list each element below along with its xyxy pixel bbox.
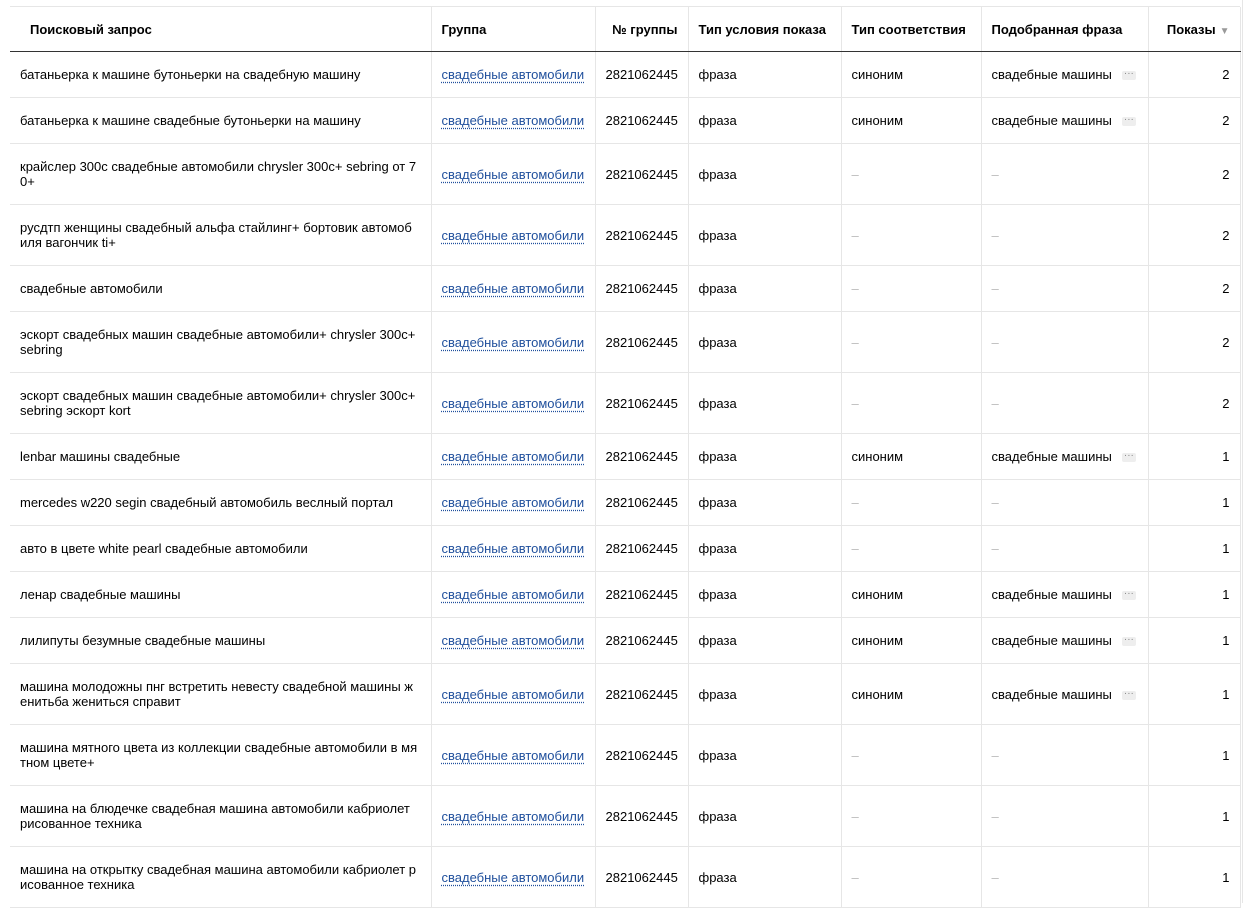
column-header-impressions-label: Показы [1166,21,1216,37]
group-number-text: 2821062445 [605,587,678,602]
cell-query [10,786,431,847]
group-link[interactable]: свадебные автомобили [441,633,585,648]
match-type-text: – [851,334,859,350]
condition-type-text: фраза [698,334,737,350]
table-row [10,373,1240,434]
cell-group [431,373,595,434]
group-link[interactable]: свадебные автомобили [441,449,585,464]
cell-match-type [841,52,981,98]
cell-condition-type [688,98,841,144]
cell-query [10,144,431,205]
cell-matched-phrase [981,52,1148,98]
matched-phrase-text: свадебные машины [991,113,1112,128]
matched-phrase-text: свадебные машины [991,449,1112,464]
group-number-text: 2821062445 [605,808,678,824]
cell-impressions [1148,664,1240,725]
cell-group-number [595,664,688,725]
sort-down-icon[interactable]: ▼ [1219,25,1230,37]
cell-matched-phrase [981,786,1148,847]
table-body [10,52,1240,908]
group-link[interactable]: свадебные автомобили [441,587,585,602]
table-row [10,98,1240,144]
match-type-text: – [851,747,859,763]
ellipsis-icon[interactable]: ··· [1123,588,1134,600]
group-number-text: 2821062445 [605,541,678,556]
cell-group [431,266,595,312]
cell-matched-phrase [981,266,1148,312]
column-header-group-label: Группа [441,21,487,37]
group-link[interactable]: свадебные автомобили [441,541,585,556]
cell-matched-phrase [981,98,1148,144]
query-text: машина на блюдечке свадебная машина автомобили кабриолет рисованное техника [20,801,410,831]
cell-condition-type [688,847,841,908]
impressions-value: 2 [1222,334,1230,350]
cell-group-number [595,434,688,480]
cell-match-type [841,312,981,373]
cell-matched-phrase [981,434,1148,480]
cell-condition-type [688,312,841,373]
match-type-text: – [851,166,859,182]
table-row [10,434,1240,480]
cell-condition-type [688,526,841,572]
impressions-value: 2 [1222,395,1230,411]
cell-group-number [595,786,688,847]
group-link[interactable]: свадебные автомобили [441,869,585,885]
match-type-text: синоним [851,686,904,702]
cell-query [10,480,431,526]
cell-group [431,98,595,144]
condition-type-text: фраза [698,747,737,763]
impressions-value: 1 [1222,686,1230,702]
condition-type-text: фраза [698,395,737,411]
ellipsis-icon[interactable]: ··· [1123,687,1134,699]
query-text: машина молодожны пнг встретить невесту свадебной машины женитьба жениться справит [20,679,413,709]
matched-phrase-text: свадебные машины [991,686,1112,702]
cell-impressions [1148,373,1240,434]
impressions-value: 1 [1222,449,1230,464]
group-number-text: 2821062445 [605,113,678,128]
cell-query [10,725,431,786]
table-row [10,725,1240,786]
cell-query [10,847,431,908]
matched-phrase-text: свадебные машины [991,67,1112,82]
query-text: крайслер 300с свадебные автомобили chrysler 300с+ sebring от 70+ [20,159,417,189]
table-row [10,266,1240,312]
condition-type-text: фраза [698,808,737,824]
query-text: эскорт свадебных машин свадебные автомобили+ chrysler 300c+ sebring [20,327,416,357]
match-type-text: синоним [851,633,904,648]
query-text: lenbar машины свадебные [20,449,181,464]
query-text: русдтп женщины свадебный альфа стайлинг+ бортовик автомобиля вагончик ti+ [20,220,412,250]
matched-phrase-text: – [991,334,999,350]
cell-match-type [841,373,981,434]
cell-group [431,480,595,526]
column-header-condition-type-label: Тип условия показа [698,21,826,37]
cell-group [431,725,595,786]
cell-match-type [841,786,981,847]
cell-group-number [595,480,688,526]
cell-match-type [841,266,981,312]
impressions-value: 1 [1222,869,1230,885]
column-header-matched-phrase[interactable] [981,7,1148,52]
cell-condition-type [688,434,841,480]
table-row [10,144,1240,205]
group-link[interactable]: свадебные автомобили [441,334,585,350]
condition-type-text: фраза [698,686,737,702]
group-link[interactable]: свадебные автомобили [441,227,585,243]
search-queries-table [10,7,1241,908]
cell-group-number [595,725,688,786]
impressions-value: 1 [1222,587,1230,602]
table-row [10,572,1240,618]
impressions-value: 2 [1222,227,1230,243]
condition-type-text: фраза [698,227,737,243]
cell-query [10,664,431,725]
condition-type-text: фраза [698,587,737,602]
cell-impressions [1148,572,1240,618]
group-number-text: 2821062445 [605,449,678,464]
column-header-match-type-label: Тип соответствия [851,21,966,37]
cell-condition-type [688,786,841,847]
table-row [10,664,1240,725]
ellipsis-icon[interactable]: ··· [1123,68,1134,80]
cell-match-type [841,144,981,205]
matched-phrase-text: – [991,227,999,243]
cell-group-number [595,526,688,572]
cell-query [10,52,431,98]
cell-group-number [595,98,688,144]
match-type-text: – [851,227,859,243]
condition-type-text: фраза [698,633,737,648]
cell-query [10,434,431,480]
impressions-value: 2 [1222,281,1230,296]
cell-matched-phrase [981,205,1148,266]
group-link[interactable]: свадебные автомобили [441,686,585,702]
query-text: свадебные автомобили [20,281,163,296]
cell-impressions [1148,205,1240,266]
match-type-text: – [851,281,859,296]
condition-type-text: фраза [698,449,737,464]
match-type-text: – [851,495,859,510]
cell-group-number [595,618,688,664]
query-text: лилипуты безумные свадебные машины [20,633,266,648]
cell-group [431,312,595,373]
matched-phrase-text: свадебные машины [991,587,1112,602]
cell-matched-phrase [981,526,1148,572]
cell-condition-type [688,618,841,664]
cell-group-number [595,312,688,373]
cell-matched-phrase [981,847,1148,908]
cell-group [431,786,595,847]
cell-matched-phrase [981,618,1148,664]
cell-match-type [841,725,981,786]
condition-type-text: фраза [698,495,737,510]
cell-group [431,144,595,205]
query-text: ленар свадебные машины [20,587,181,602]
group-link[interactable]: свадебные автомобили [441,281,585,296]
table-header-row [10,7,1240,52]
query-text: машина на открытку свадебная машина автомобили кабриолет рисованное техника [20,862,416,892]
group-number-text: 2821062445 [605,686,678,702]
group-number-text: 2821062445 [605,395,678,411]
group-number-text: 2821062445 [605,67,678,82]
cell-condition-type [688,205,841,266]
cell-impressions [1148,98,1240,144]
cell-matched-phrase [981,312,1148,373]
impressions-value: 1 [1222,541,1230,556]
group-number-text: 2821062445 [605,334,678,350]
cell-matched-phrase [981,480,1148,526]
match-type-text: – [851,808,859,824]
cell-group-number [595,205,688,266]
condition-type-text: фраза [698,869,737,885]
table-row [10,847,1240,908]
cell-impressions [1148,52,1240,98]
condition-type-text: фраза [698,541,737,556]
table-row [10,786,1240,847]
cell-condition-type [688,664,841,725]
match-type-text: синоним [851,113,904,128]
query-text: машина мятного цвета из коллекции свадебные автомобили в мятном цвете+ [20,740,418,770]
match-type-text: – [851,395,859,411]
impressions-value: 2 [1222,113,1230,128]
group-number-text: 2821062445 [605,747,678,763]
right-divider [1242,0,1243,903]
cell-group-number [595,52,688,98]
group-number-text: 2821062445 [605,869,678,885]
cell-group [431,572,595,618]
cell-group [431,52,595,98]
group-number-text: 2821062445 [605,633,678,648]
cell-group-number [595,572,688,618]
cell-impressions [1148,618,1240,664]
cell-impressions [1148,312,1240,373]
cell-condition-type [688,52,841,98]
cell-impressions [1148,266,1240,312]
column-header-query-label: Поисковый запрос [30,21,152,37]
matched-phrase-text: – [991,281,999,296]
column-header-group-number-label: № группы [612,21,678,37]
cell-condition-type [688,572,841,618]
impressions-value: 2 [1222,166,1230,182]
query-text: mercedes w220 segin свадебный автомобиль веслный портал [20,495,394,510]
column-header-matched-phrase-label: Подобранная фраза [991,21,1123,37]
query-text: авто в цвете white pearl свадебные автомобили [20,541,308,556]
group-link[interactable]: свадебные автомобили [441,395,585,411]
matched-phrase-text: – [991,495,999,510]
condition-type-text: фраза [698,166,737,182]
cell-condition-type [688,266,841,312]
cell-query [10,526,431,572]
cell-matched-phrase [981,664,1148,725]
table-row [10,480,1240,526]
match-type-text: синоним [851,67,904,82]
match-type-text: – [851,541,859,556]
ellipsis-icon[interactable]: ··· [1123,114,1134,126]
table-row [10,52,1240,98]
cell-query [10,98,431,144]
table-row [10,618,1240,664]
cell-query [10,618,431,664]
column-header-group[interactable] [431,7,595,52]
matched-phrase-text: – [991,747,999,763]
cell-impressions [1148,526,1240,572]
cell-group-number [595,144,688,205]
cell-group-number [595,847,688,908]
cell-match-type [841,205,981,266]
table-row [10,205,1240,266]
impressions-value: 1 [1222,633,1230,648]
cell-query [10,266,431,312]
query-text: батаньерка к машине свадебные бутоньерки на машину [20,113,361,128]
cell-match-type [841,98,981,144]
cell-condition-type [688,725,841,786]
match-type-text: – [851,869,859,885]
cell-match-type [841,618,981,664]
condition-type-text: фраза [698,67,737,82]
table-row [10,312,1240,373]
query-text: эскорт свадебных машин свадебные автомобили+ chrysler 300c+ sebring эскорт kort [20,388,416,418]
cell-match-type [841,526,981,572]
group-number-text: 2821062445 [605,495,678,510]
cell-matched-phrase [981,144,1148,205]
cell-condition-type [688,373,841,434]
match-type-text: синоним [851,449,904,464]
cell-match-type [841,572,981,618]
cell-match-type [841,434,981,480]
ellipsis-icon[interactable]: ··· [1123,450,1134,462]
column-header-group-number[interactable] [595,7,688,52]
cell-query [10,572,431,618]
group-link[interactable]: свадебные автомобили [441,67,585,82]
cell-matched-phrase [981,725,1148,786]
cell-matched-phrase [981,572,1148,618]
cell-condition-type [688,480,841,526]
impressions-value: 1 [1222,747,1230,763]
impressions-value: 1 [1222,808,1230,824]
matched-phrase-text: свадебные машины [991,633,1112,648]
group-number-text: 2821062445 [605,281,678,296]
ellipsis-icon[interactable]: ··· [1123,634,1134,646]
cell-group [431,526,595,572]
table-row [10,526,1240,572]
matched-phrase-text: – [991,808,999,824]
group-link[interactable]: свадебные автомобили [441,113,585,128]
cell-query [10,373,431,434]
cell-match-type [841,847,981,908]
column-header-impressions[interactable] [1148,7,1240,52]
match-type-text: синоним [851,587,904,602]
column-header-query[interactable] [10,7,431,52]
matched-phrase-text: – [991,395,999,411]
cell-impressions [1148,847,1240,908]
cell-impressions [1148,725,1240,786]
cell-group [431,618,595,664]
group-link[interactable]: свадебные автомобили [441,808,585,824]
group-number-text: 2821062445 [605,166,678,182]
column-header-match-type[interactable] [841,7,981,52]
impressions-value: 2 [1222,67,1230,82]
group-link[interactable]: свадебные автомобили [441,747,585,763]
cell-impressions [1148,480,1240,526]
cell-group-number [595,266,688,312]
condition-type-text: фраза [698,281,737,296]
query-text: батаньерка к машине бутоньерки на свадебную машину [20,67,361,82]
condition-type-text: фраза [698,113,737,128]
group-number-text: 2821062445 [605,227,678,243]
matched-phrase-text: – [991,869,999,885]
group-link[interactable]: свадебные автомобили [441,495,585,510]
cell-matched-phrase [981,373,1148,434]
matched-phrase-text: – [991,541,999,556]
cell-group [431,434,595,480]
group-link[interactable]: свадебные автомобили [441,166,585,182]
cell-condition-type [688,144,841,205]
column-header-condition-type[interactable] [688,7,841,52]
cell-match-type [841,480,981,526]
cell-group [431,664,595,725]
matched-phrase-text: – [991,166,999,182]
cell-impressions [1148,786,1240,847]
cell-match-type [841,664,981,725]
cell-query [10,205,431,266]
cell-group [431,205,595,266]
cell-group-number [595,373,688,434]
cell-impressions [1148,434,1240,480]
cell-group [431,847,595,908]
cell-impressions [1148,144,1240,205]
impressions-value: 1 [1222,495,1230,510]
cell-query [10,312,431,373]
